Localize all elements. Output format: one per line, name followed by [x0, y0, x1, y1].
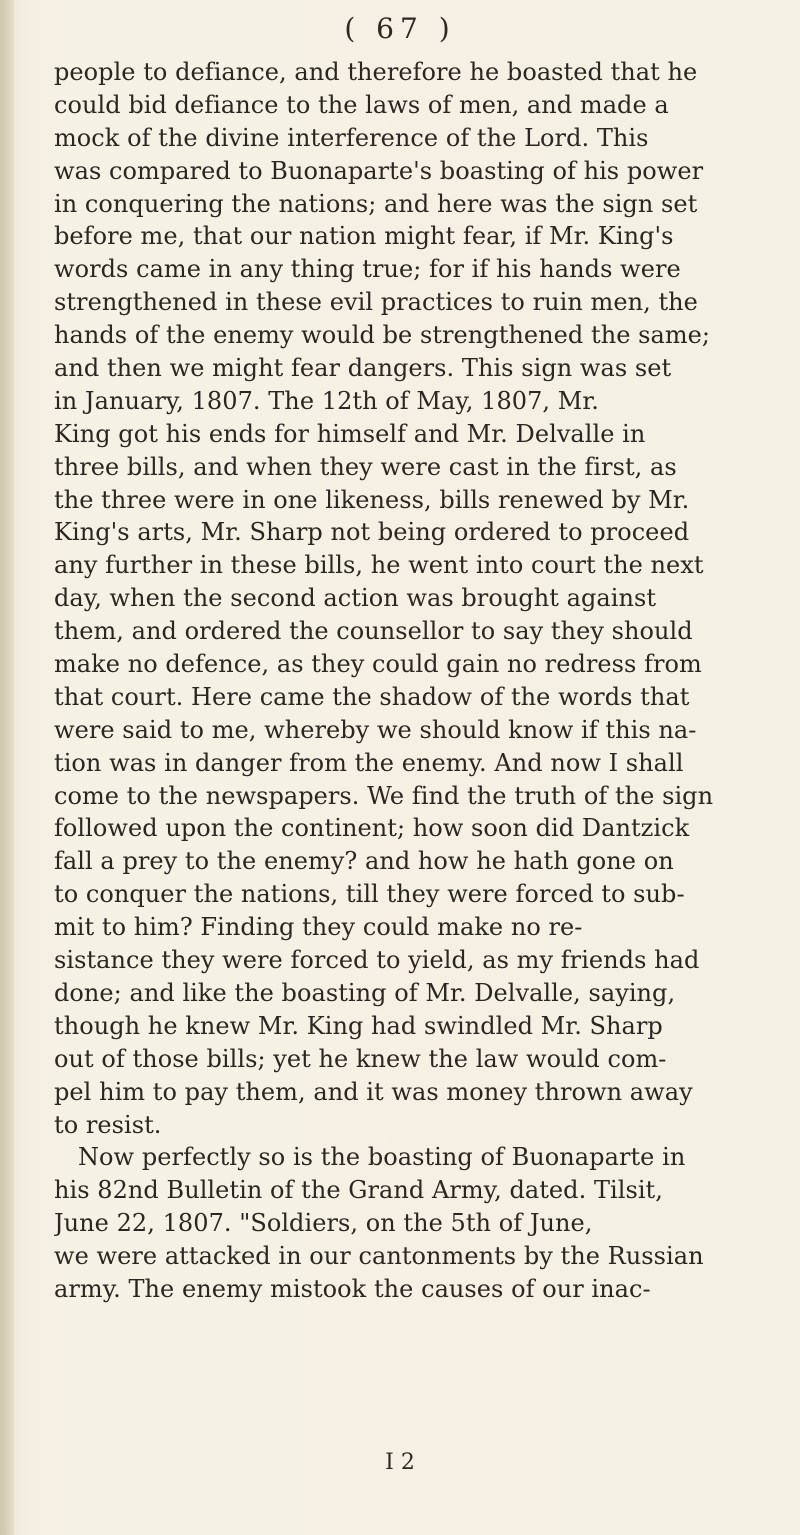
text-line: tion was in danger from the enemy. And now I shall: [54, 748, 684, 777]
text-line: could bid defiance to the laws of men, and made a: [54, 90, 669, 119]
text-line: followed upon the continent; how soon did Dantzick: [54, 814, 690, 843]
text-line: in January, 1807. The 12th of May, 1807, Mr.: [54, 386, 599, 415]
text-line: them, and ordered the counsellor to say they should: [54, 617, 693, 646]
text-line: day, when the second action was brought against: [54, 584, 657, 613]
text-line: sistance they were forced to yield, as my friends had: [54, 946, 700, 975]
text-line: out of those bills; yet he knew the law would com-: [54, 1044, 667, 1073]
page-binding-edge: [0, 0, 14, 1535]
text-line: people to defiance, and therefore he boasted that he: [54, 58, 698, 86]
text-line: words came in any thing true; for if his hands were: [54, 255, 681, 284]
text-line: three bills, and when they were cast in the first, as: [54, 452, 677, 481]
text-line: strengthened in these evil practices to ruin men, the: [54, 288, 698, 317]
text-line: make no defence, as they could gain no redress from: [54, 650, 702, 679]
text-line: and then we might fear dangers. This sign was set: [54, 354, 672, 383]
text-line: pel him to pay them, and it was money thrown away: [54, 1077, 693, 1106]
text-line: we were attacked in our cantonments by the Russian: [54, 1242, 704, 1271]
text-line: before me, that our nation might fear, if Mr. King's: [54, 222, 674, 251]
text-line: though he knew Mr. King had swindled Mr. Sharp: [54, 1011, 663, 1040]
signature-mark: I 2: [385, 1450, 415, 1475]
page-number: ( 67 ): [344, 12, 456, 45]
text-line: in conquering the nations; and here was the sign set: [54, 189, 698, 218]
text-line: army. The enemy mistook the causes of our inac-: [54, 1274, 651, 1303]
text-line: that court. Here came the shadow of the words that: [54, 682, 690, 711]
text-line: mit to him? Finding they could make no re-: [54, 913, 583, 942]
text-line: mock of the divine interference of the Lord. This: [54, 123, 649, 152]
text-line: were said to me, whereby we should know if this na-: [54, 715, 697, 744]
text-line: King's arts, Mr. Sharp not being ordered to proceed: [54, 518, 690, 547]
text-line: was compared to Buonaparte's boasting of his power: [54, 156, 704, 185]
text-line: his 82nd Bulletin of the Grand Army, dated. Tilsit,: [54, 1176, 663, 1205]
text-line: King got his ends for himself and Mr. Delvalle in: [54, 419, 646, 448]
body-text: [54, 56, 774, 1306]
text-line: the three were in one likeness, bills renewed by Mr.: [54, 485, 690, 514]
text-line: fall a prey to the enemy? and how he hath gone on: [54, 847, 674, 876]
text-line: to resist.: [54, 1110, 162, 1139]
text-line: come to the newspapers. We find the truth of the sign: [54, 781, 714, 810]
text-line-paragraph-start: Now perfectly so is the boasting of Buonaparte in: [78, 1143, 686, 1172]
text-line: done; and like the boasting of Mr. Delvalle, saying,: [54, 978, 676, 1007]
text-line: any further in these bills, he went into court the next: [54, 551, 704, 580]
text-line: to conquer the nations, till they were forced to sub-: [54, 880, 685, 909]
text-line: hands of the enemy would be strengthened the same;: [54, 321, 711, 350]
text-line: June 22, 1807. "Soldiers, on the 5th of June,: [54, 1209, 593, 1238]
